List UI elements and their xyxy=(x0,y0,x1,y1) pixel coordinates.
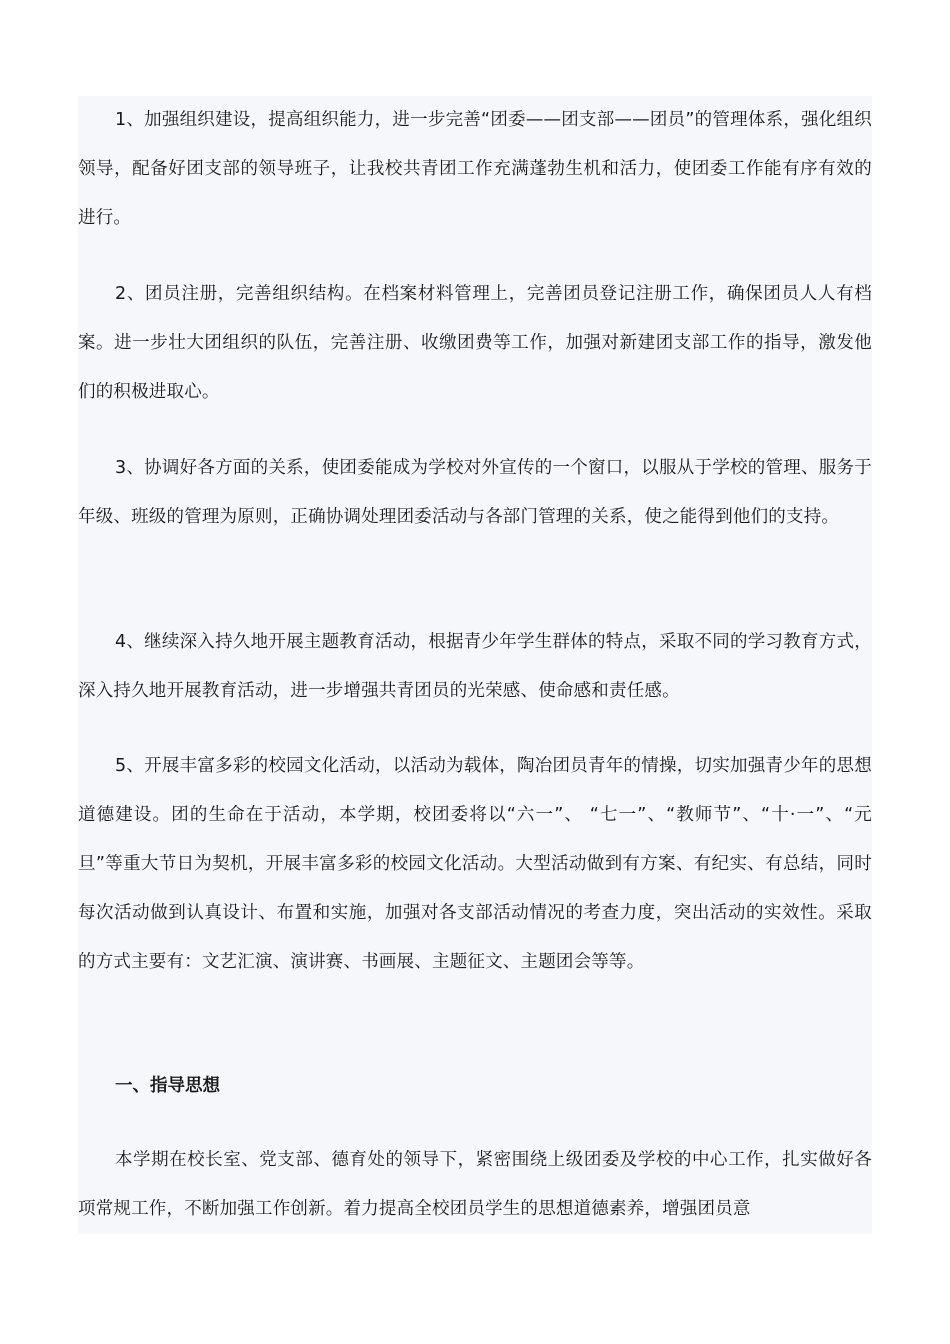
paragraph-5: 5、开展丰富多彩的校园文化活动，以活动为载体，陶冶团员青年的情操，切实加强青少年的思想道德建设。团的生命在于活动，本学期，校团委将以“六一”、 “七一”、“教师节”、“十·一”、“元旦”等重大节日为契机，开展丰富多彩的校园文化活动。大型活动做到有方案、有纪实、有总结，同时每次活动做到认真设计、布置和实施，加强对各支部活动情况的考查力度，突出活动的实效性。采取的方式主要有：文艺汇演、演讲赛、书画展、主题征文、主题团会等等。 xyxy=(78,756,872,972)
paragraph-1: 1、加强组织建设，提高组织能力，进一步完善“团委——团支部——团员”的管理体系，强化组织领导，配备好团支部的领导班子，让我校共青团工作充满蓬勃生机和活力，使团委工作能有序有效的进行。 xyxy=(78,110,872,228)
section-heading: 一、指导思想 xyxy=(115,1076,220,1096)
section-paragraph: 本学期在校长室、党支部、德育处的领导下，紧密围绕上级团委及学校的中心工作，扎实做好各项常规工作，不断加强工作创新。着力提高全校团员学生的思想道德素养，增强团员意 xyxy=(78,1150,872,1219)
paragraph-2: 2、团员注册，完善组织结构。在档案材料管理上，完善团员登记注册工作，确保团员人人有档案。进一步壮大团组织的队伍，完善注册、收缴团费等工作，加强对新建团支部工作的指导，激发他们的积极进取心。 xyxy=(78,284,872,402)
paragraph-3: 3、协调好各方面的关系，使团委能成为学校对外宣传的一个窗口，以服从于学校的管理、服务于年级、班级的管理为原则，正确协调处理团委活动与各部门管理的关系，使之能得到他们的支持。 xyxy=(78,458,872,527)
document-body xyxy=(78,96,872,1234)
paragraph-4: 4、继续深入持久地开展主题教育活动，根据青少年学生群体的特点，采取不同的学习教育方式，深入持久地开展教育活动，进一步增强共青团员的光荣感、使命感和责任感。 xyxy=(78,632,872,701)
